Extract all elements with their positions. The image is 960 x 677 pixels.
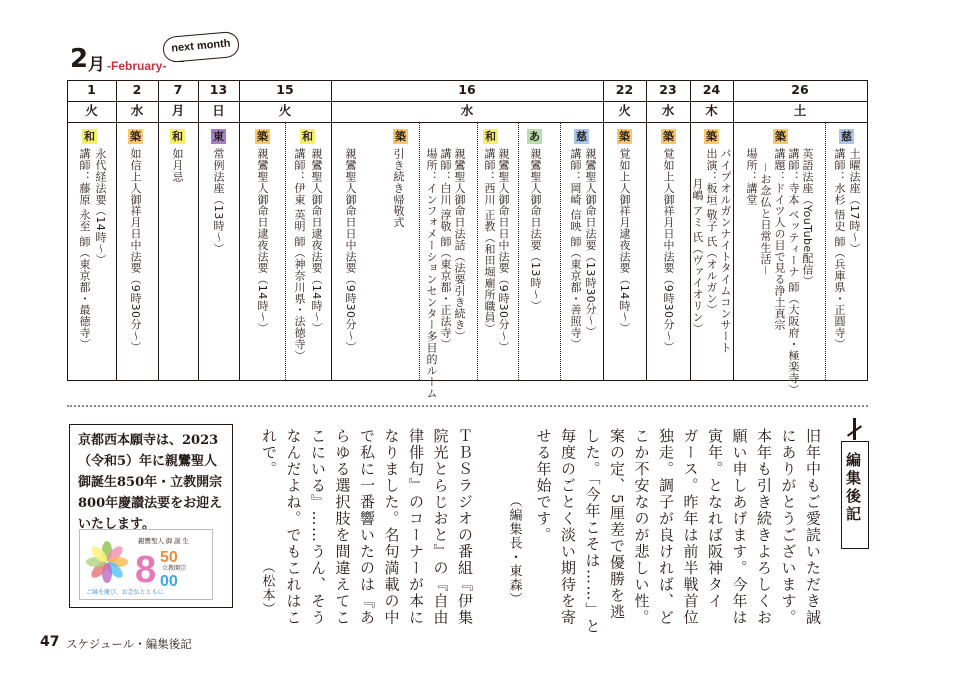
month-english: -February- (107, 59, 167, 73)
editorial-column-2: ＴＢＳラジオの番組『伊集 院光とらじおと』の『自由 律俳句』のコーナーが本に なりました。名句満載の中 で私に一番響いたのは『あ らゆる選択肢を間違えてこ こにいる』……うん、そう なんだよね。でもこれはこ れで。 (260, 428, 474, 626)
event-line: パイプオルガンナイトタイムコンサート (719, 148, 732, 354)
notice-text: 京都西本願寺は、2023 （令和5）年に親鸞聖人 御誕生850年・立教開宗 800年慶讃法要をお迎え いたします。 (78, 433, 223, 532)
event-line: 覚如上人御祥月日中法要（9時30分〜） (662, 148, 675, 353)
event-line: 親鸞聖人御命日逮夜法要（14時〜） (310, 148, 323, 334)
date-cell: 2 (132, 82, 142, 97)
section-name: スケジュール・編集後記 (66, 637, 192, 651)
weekday-cell: 火 (618, 103, 631, 118)
event-line: 親鸞聖人御命日法要（13時30分〜） (584, 148, 597, 338)
event-line: 講題：ドイツ人の目で見る浄土真宗 (773, 148, 786, 331)
editorial-title: 編集後記 (844, 452, 862, 524)
event-line: 引き続き帰敬式 (392, 148, 405, 228)
event-line: 覚如上人御祥月逮夜法要（14時〜） (618, 148, 631, 334)
date-cell: 1 (87, 82, 96, 97)
event-tag: 築 (130, 130, 141, 143)
month-kanji: 月 (88, 55, 105, 75)
event-line: 如月忌 (171, 148, 184, 183)
event-tag: 慈 (576, 130, 587, 143)
logo-tagline: ご縁を慶び、お念仏とともに (86, 590, 164, 596)
event-line: 親鸞聖人御命日逮夜法要（14時〜） (256, 148, 269, 334)
weekday-cell: 土 (793, 103, 807, 118)
editorial-signature-1: （編集長・東森） (506, 494, 522, 606)
date-cell: 15 (276, 82, 294, 97)
event-line: 講師：水杉 悟史 師（兵庫県・正圓寺） (833, 148, 846, 350)
event-line: 月嶋 アミ 氏（ヴァイオリン） (691, 178, 704, 334)
event-line: 講師：西川 正教（和田堀廟所職員） (483, 148, 496, 335)
editorial-column-1: 旧年中もご愛読いただき誠 にありがとうございます。 本年も引き続きよろしくお 願い申しあげます。今年は 寅年。となれば阪神タイ ガース。昨年は前半戦首位 独走。調子が良ければ、ど こか不安なのが悲しい性。 案の定、5厘差で優勝を逃 した。「今年こそは……」と 毎度のごとく淡い期待を寄 せる年始です。 (534, 428, 822, 635)
lotus-logo-icon (80, 530, 212, 599)
event-line: 講師：岡崎 信映 師（東京都・善照寺） (569, 148, 582, 350)
event-tag: 和 (485, 130, 496, 143)
anniversary-logo (79, 529, 213, 600)
event-tag: 築 (663, 130, 674, 143)
logo-title: 親鸞聖人 御 誕 生 (138, 538, 189, 545)
logo-num1: 50 (160, 549, 178, 566)
month-number: 2 (70, 44, 89, 74)
event-line: 出演：板垣 敬子 氏（オルガン） (705, 148, 718, 316)
event-tag: 東 (213, 130, 224, 143)
weekday-cell: 火 (278, 103, 292, 118)
weekday-cell: 月 (171, 103, 185, 118)
editorial-signature-2: （松本） (259, 560, 275, 616)
event-line: 講師：藤原 永至 師（東京都・最徳寺） (78, 148, 91, 350)
date-cell: 23 (659, 82, 677, 97)
date-cell: 22 (615, 82, 634, 97)
calendar-grid (67, 80, 868, 399)
event-tag: 築 (619, 130, 630, 143)
logo-big-digit: 8 (135, 549, 157, 591)
event-line: 講師：寺本 ベッティーナ 師（大阪府・極楽寺） (787, 148, 800, 396)
weekday-cell: 木 (705, 103, 718, 118)
event-tag: 慈 (841, 130, 852, 143)
weekday-cell: 日 (212, 103, 225, 118)
event-tag: 築 (257, 130, 268, 143)
date-cell: 13 (209, 82, 228, 97)
event-line: 英語法座（YouTube配信） (801, 148, 814, 287)
next-month-bubble: next month (162, 31, 240, 64)
date-cell: 7 (173, 82, 183, 97)
event-line: 親鸞聖人御命日日中法要（9時30分〜） (497, 148, 510, 353)
weekday-cell: 水 (460, 103, 474, 118)
event-tag: 築 (395, 130, 406, 143)
event-tag: 和 (84, 130, 95, 143)
event-tag: 和 (302, 130, 313, 143)
event-tag: 築 (706, 130, 717, 143)
event-line: 親鸞聖人御命日法要（13時〜） (529, 148, 542, 311)
event-line: 如信上人御祥月日中法要（9時30分〜） (129, 148, 142, 353)
event-line: 場所：インフォメーションセンター多目的ルーム (425, 148, 438, 399)
event-tag: 築 (775, 130, 786, 143)
event-line: 講師：白川 淳敬 師（東京都・正法寺） (439, 148, 452, 350)
event-line: 土曜法座（17時〜） (848, 148, 861, 254)
section-divider (67, 405, 868, 407)
event-line: 講師：伊東 英明 師（神奈川県・法徳寺） (293, 148, 306, 361)
logo-num2: 00 (160, 573, 178, 590)
event-line: 常例法座（13時〜） (212, 148, 225, 254)
event-tag: あ (529, 130, 540, 143)
event-line: 親鸞聖人御命日日中法要（9時30分〜） (344, 148, 357, 353)
page-number: 47 (40, 634, 60, 650)
event-tag: 和 (172, 130, 183, 143)
weekday-cell: 火 (85, 103, 98, 118)
date-cell: 26 (791, 82, 809, 97)
event-line: 永代経法要（14時〜） (94, 148, 107, 266)
date-cell: 16 (458, 82, 476, 97)
logo-sub: 立教開宗 (162, 566, 187, 572)
event-line: 場所：講堂 (745, 148, 758, 205)
weekday-cell: 水 (130, 103, 144, 118)
date-cell: 24 (702, 82, 721, 97)
event-line: －お念仏と日常生活－ (759, 162, 772, 276)
event-line: 親鸞聖人御命日法話（法要引き続き） (453, 148, 466, 342)
weekday-cell: 水 (661, 103, 675, 118)
